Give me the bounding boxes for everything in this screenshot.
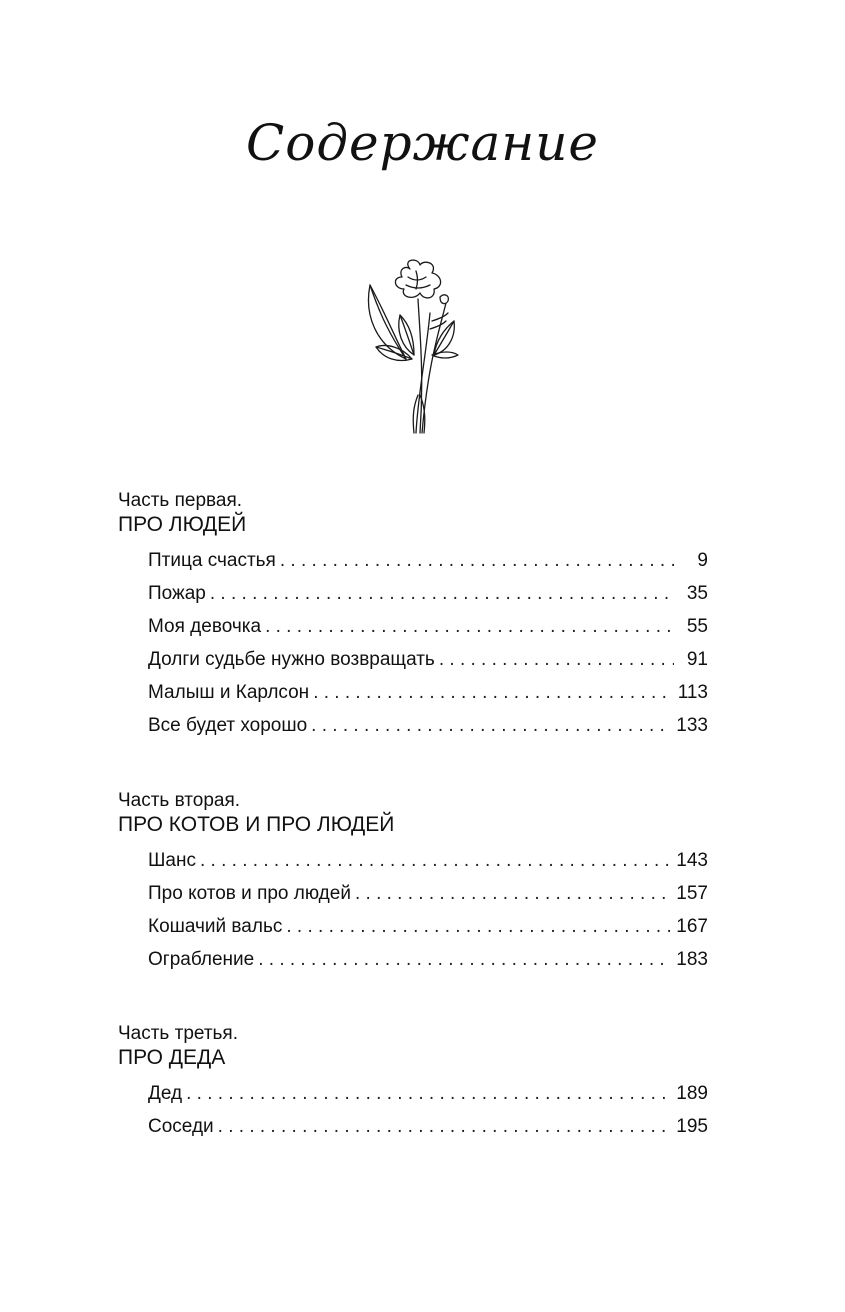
part-label: Часть первая. <box>118 490 243 511</box>
entry-page-number: 167 <box>676 916 708 937</box>
toc-entry[interactable] <box>118 709 708 742</box>
dot-leader <box>258 943 670 976</box>
entry-title: Пожар <box>148 583 206 604</box>
toc-part-3 <box>118 1023 708 1143</box>
entry-page-number: 143 <box>676 850 708 871</box>
entry-page-number: 189 <box>676 1083 708 1104</box>
toc-entry[interactable] <box>118 943 708 976</box>
dot-leader <box>186 1077 670 1110</box>
dot-leader <box>439 643 674 676</box>
part-label: Часть третья. <box>118 1023 238 1044</box>
entry-title: Долги судьбе нужно возвращать <box>148 649 435 670</box>
entry-title: Ограбление <box>148 949 255 970</box>
part-label: Часть вторая. <box>118 790 241 811</box>
toc-entry[interactable] <box>118 910 708 943</box>
toc-entry[interactable] <box>118 1077 708 1110</box>
toc-entry[interactable] <box>118 844 708 877</box>
entry-page-number: 113 <box>677 682 708 703</box>
entry-title: Все будет хорошо <box>148 715 308 736</box>
toc-entry[interactable] <box>118 610 708 643</box>
toc-entry[interactable] <box>118 544 708 577</box>
entry-page-number: 133 <box>676 715 708 736</box>
page-title: Содержание <box>245 114 600 172</box>
entry-page-number: 35 <box>686 583 708 604</box>
toc-entry[interactable] <box>118 676 708 709</box>
toc-entry[interactable] <box>118 877 708 910</box>
entry-title: Шанс <box>148 850 196 871</box>
dot-leader <box>355 877 670 910</box>
part-title: ПРО ЛЮДЕЙ <box>118 513 247 536</box>
dot-leader <box>313 676 672 709</box>
toc-part-1 <box>118 490 708 742</box>
toc-entry[interactable] <box>118 577 708 610</box>
toc-entry[interactable] <box>118 643 708 676</box>
toc-part-2 <box>118 790 708 976</box>
dot-leader <box>210 577 674 610</box>
part-title: ПРО КОТОВ И ПРО ЛЮДЕЙ <box>118 813 395 836</box>
toc-entry[interactable] <box>118 1110 708 1143</box>
dot-leader <box>311 709 670 742</box>
dot-leader <box>286 910 670 943</box>
entry-title: Соседи <box>148 1116 214 1137</box>
part-title: ПРО ДЕДА <box>118 1046 226 1069</box>
entry-title: Птица счастья <box>148 550 276 571</box>
entry-page-number: 183 <box>676 949 708 970</box>
entry-title: Малыш и Карлсон <box>148 682 310 703</box>
dot-leader <box>265 610 674 643</box>
entry-title: Моя девочка <box>148 616 262 637</box>
entry-page-number: 9 <box>697 550 708 571</box>
entry-page-number: 55 <box>686 616 708 637</box>
entry-page-number: 195 <box>676 1116 708 1137</box>
entry-page-number: 91 <box>686 649 708 670</box>
entry-title: Дед <box>148 1083 183 1104</box>
dot-leader <box>200 844 670 877</box>
entry-title: Кошачий вальс <box>148 916 283 937</box>
entry-title: Про котов и про людей <box>148 883 351 904</box>
entry-page-number: 157 <box>676 883 708 904</box>
flower-bouquet-icon <box>358 255 470 435</box>
dot-leader <box>218 1110 671 1143</box>
dot-leader <box>280 544 674 577</box>
